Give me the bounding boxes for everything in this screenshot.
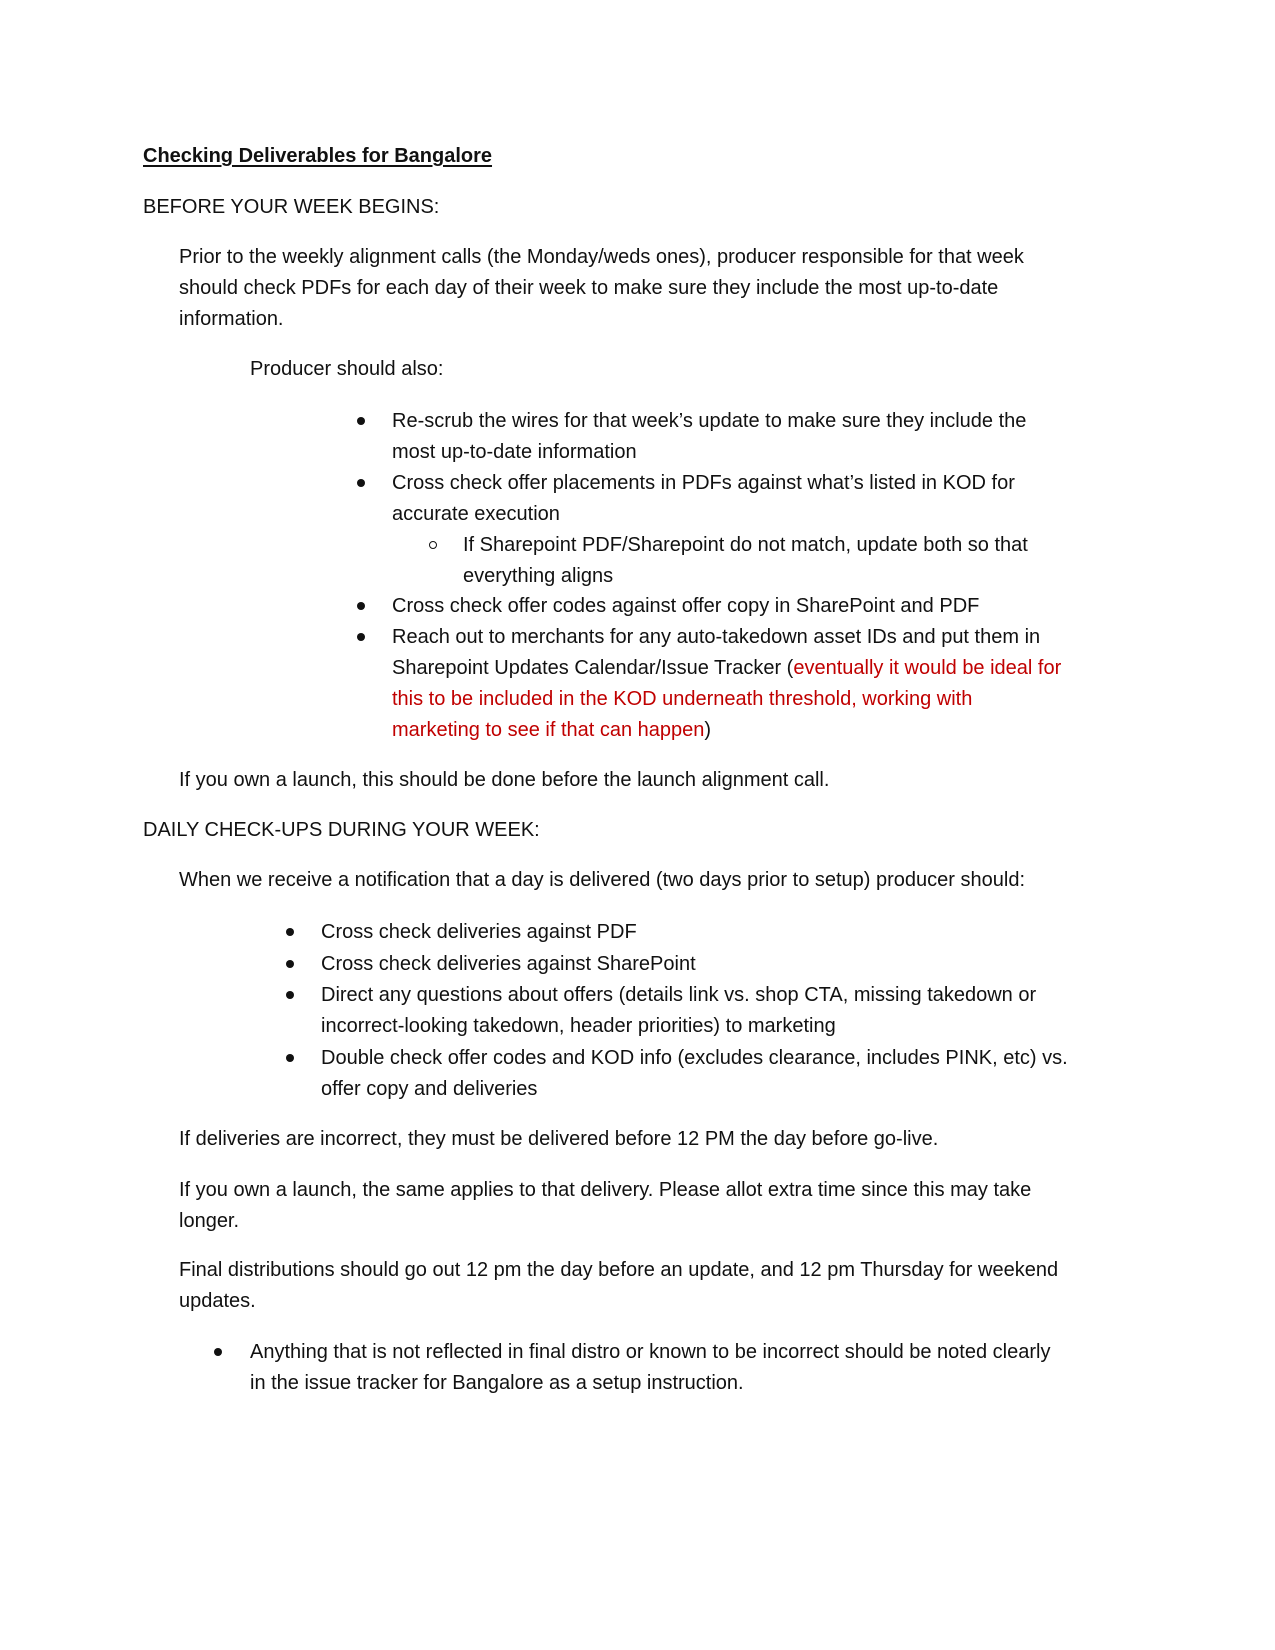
list-item-rescrub-line-2: most up-to-date information xyxy=(392,441,637,463)
bullet-icon xyxy=(286,991,294,999)
bullet-icon xyxy=(214,1348,222,1356)
list-item-questions-line-2: incorrect-looking takedown, header priorities) to marketing xyxy=(321,1015,836,1037)
list-item-merchants-line-1: Reach out to merchants for any auto-takedown asset IDs and put them in xyxy=(392,626,1041,648)
list-item-deliveries-sharepoint: Cross check deliveries against SharePoint xyxy=(321,953,696,975)
document-title: Checking Deliverables for Bangalore xyxy=(143,145,493,167)
bullet-icon xyxy=(286,960,294,968)
merchants-line-2-text: Sharepoint Updates Calendar/Issue Tracker ( xyxy=(392,657,794,679)
producer-also-label: Producer should also: xyxy=(250,358,444,380)
bullet-icon xyxy=(286,928,294,936)
bullet-icon xyxy=(357,417,365,425)
launch-note: If you own a launch, this should be done before the launch alignment call. xyxy=(179,769,830,791)
paragraph-incorrect-deliveries: If deliveries are incorrect, they must be delivered before 12 PM the day before go-live. xyxy=(179,1128,939,1150)
red-note-text: eventually it would be ideal for xyxy=(793,657,1062,679)
list-item-offer-codes: Cross check offer codes against offer copy in SharePoint and PDF xyxy=(392,595,980,617)
intro-line-3: information. xyxy=(179,308,284,330)
bullet-icon xyxy=(357,479,365,487)
list-item-offer-placements-line-2: accurate execution xyxy=(392,503,560,525)
section-heading-before-week: BEFORE YOUR WEEK BEGINS: xyxy=(143,196,440,218)
paragraph-final-distro-line-2: updates. xyxy=(179,1290,256,1312)
intro-line-2: should check PDFs for each day of their week to make sure they include the most up-to-date xyxy=(179,277,999,299)
list-item-offer-placements-line-1: Cross check offer placements in PDFs against what’s listed in KOD for xyxy=(392,472,1015,494)
red-note-text: marketing to see if that can happen xyxy=(392,719,705,741)
list-item-double-check-line-1: Double check offer codes and KOD info (excludes clearance, includes PINK, etc) vs. xyxy=(321,1047,1068,1069)
sub-item-sharepoint-line-1: If Sharepoint PDF/Sharepoint do not match, update both so that xyxy=(463,534,1028,556)
intro-line-1: Prior to the weekly alignment calls (the Monday/weds ones), producer responsible for that week xyxy=(179,246,1024,268)
paragraph-final-distro-line-1: Final distributions should go out 12 pm the day before an update, and 12 pm Thursday for weekend xyxy=(179,1259,1059,1281)
bullet-icon xyxy=(357,633,365,641)
list-item-rescrub-line-1: Re-scrub the wires for that week’s update to make sure they include the xyxy=(392,410,1027,432)
paragraph-launch-line-2: longer. xyxy=(179,1210,240,1232)
bullet-icon xyxy=(286,1054,294,1062)
section-heading-daily-checkups: DAILY CHECK-UPS DURING YOUR WEEK: xyxy=(143,819,540,841)
list-item-merchants-line-3: this to be included in the KOD underneath threshold, working with xyxy=(392,688,973,710)
list-item-merchants-line-4 xyxy=(392,714,711,746)
list-item-issue-tracker-line-2: in the issue tracker for Bangalore as a setup instruction. xyxy=(250,1372,744,1394)
list-item-double-check-line-2: offer copy and deliveries xyxy=(321,1078,538,1100)
bullet-icon xyxy=(357,602,365,610)
closing-paren: ) xyxy=(704,719,712,741)
daily-intro: When we receive a notification that a day is delivered (two days prior to setup) producer should: xyxy=(179,869,1025,891)
paragraph-launch-line-1: If you own a launch, the same applies to that delivery. Please allot extra time since this may take xyxy=(179,1179,1032,1201)
list-item-questions-line-1: Direct any questions about offers (details link vs. shop CTA, missing takedown or xyxy=(321,984,1037,1006)
list-item-issue-tracker-line-1: Anything that is not reflected in final distro or known to be incorrect should be noted clearly xyxy=(250,1341,1051,1363)
sub-bullet-icon xyxy=(429,541,437,549)
list-item-merchants-line-2 xyxy=(392,652,1061,684)
list-item-deliveries-pdf: Cross check deliveries against PDF xyxy=(321,921,637,943)
sub-item-sharepoint-line-2: everything aligns xyxy=(463,565,614,587)
